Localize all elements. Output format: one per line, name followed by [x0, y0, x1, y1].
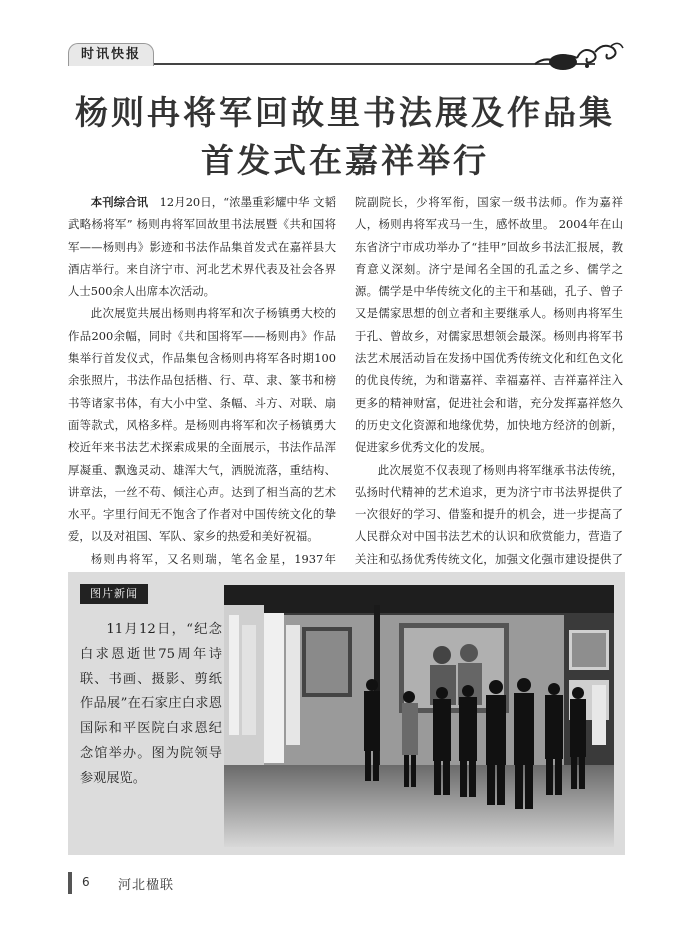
- photo-news-tag: 图片新闻: [80, 584, 148, 604]
- photo-news-caption: [80, 618, 222, 792]
- magazine-name: 河北楹联: [118, 878, 175, 893]
- page-footer: [68, 872, 268, 894]
- article-text: 12月20日，“浓墨重彩耀中华 文韬武略杨将军” 杨则冉将军回故里书法展暨《共和国将军——杨则冉》影迹和书法作品集首发式在嘉祥县大酒店举行。来自济宁市、河北艺术界代表及社会各界人士500余人出席本次活动。: [68, 195, 336, 299]
- article-lead: 本刊综合讯: [90, 195, 149, 209]
- exhibition-photo: [224, 585, 614, 847]
- photo-news-panel: [68, 572, 625, 855]
- article-paragraph: 院副院长，少将军衔，国家一级书法师。作为嘉祥人，杨则冉将军戎马一生，感怀故里。 2004年在山东省济宁市成功举办了“挂甲”回故乡书法汇报展，教育意义深刻。济宁是闻名全国的孔孟之乡、儒学之源。儒学是中华传统文化的主干和基础，孔子、曾子又是儒家思想的创立者和主要继承人。杨则冉将军生于孔、曾故乡，对儒家思想领会最深。杨则冉将军书法艺术展活动旨在发扬中国优秀传统文化和红色文化的优良传统，为和谐嘉祥、幸福嘉祥、吉祥嘉祥注入更多的精神财富，促进社会和谐，充分发挥嘉祥悠久的历史文化资源和地缘优势，加快地方经济的创新，促进家乡优秀文化的发展。: [355, 195, 623, 455]
- section-header: [68, 38, 625, 74]
- article-title-line1: 杨则冉将军回故里书法展及作品集: [75, 93, 615, 132]
- footer-mark: [68, 872, 72, 894]
- article-column-left: [68, 191, 336, 592]
- article-column-right: [355, 191, 623, 592]
- page-number: 6: [82, 875, 90, 889]
- article-paragraph: [68, 191, 336, 302]
- section-label: 时讯快报: [68, 43, 154, 66]
- article-paragraph: 此次展览共展出杨则冉将军和次子杨镇勇大校的作品200余幅，同时《共和国将军——杨则冉》作品集举行首发仪式，作品集包含杨则冉将军各时期100余张照片，书法作品包括楷、行、草、隶、篆书和榜书等诸家书体，有大小中堂、条幅、斗方、对联、扇面等款式，风格多样。是杨则冉将军和次子杨镇勇大校近年来书法艺术探索成果的全面展示，书法作品浑厚凝重、飘逸灵动、雄浑大气，洒脱流落，重结构、讲章法，一丝不苟、倾注心声。达到了相当高的艺术水平。字里行间无不饱含了作者对中国传统文化的挚爱，以及对祖国、军队、家乡的热爱和美好祝福。: [68, 306, 336, 544]
- photo-caption-text: 11月12日，“纪念白求恩逝世75周年诗联、书画、摄影、剪纸作品展”在石家庄白求恩国际和平医院白求恩纪念馆举办。图为院领导参观展览。: [80, 622, 222, 786]
- article-paragraph: 杨则冉将军，又名则瑞，笔名金星，1937年: [90, 551, 336, 566]
- article-paragraph: 此次展览不仅表现了杨则冉将军继承书法传统，弘扬时代精神的艺术追求，更为济宁市书法界提供了一次很好的学习、借鉴和提升的机会，进一步提高了人民群众对中国书法艺术的认识和欣赏能力，营造了关注和弘扬优秀传统文化，加强文化强市建设提供了: [355, 462, 623, 566]
- article-title-line2: 首发式在嘉祥举行: [201, 141, 489, 180]
- cloud-ornament-icon: [525, 38, 625, 74]
